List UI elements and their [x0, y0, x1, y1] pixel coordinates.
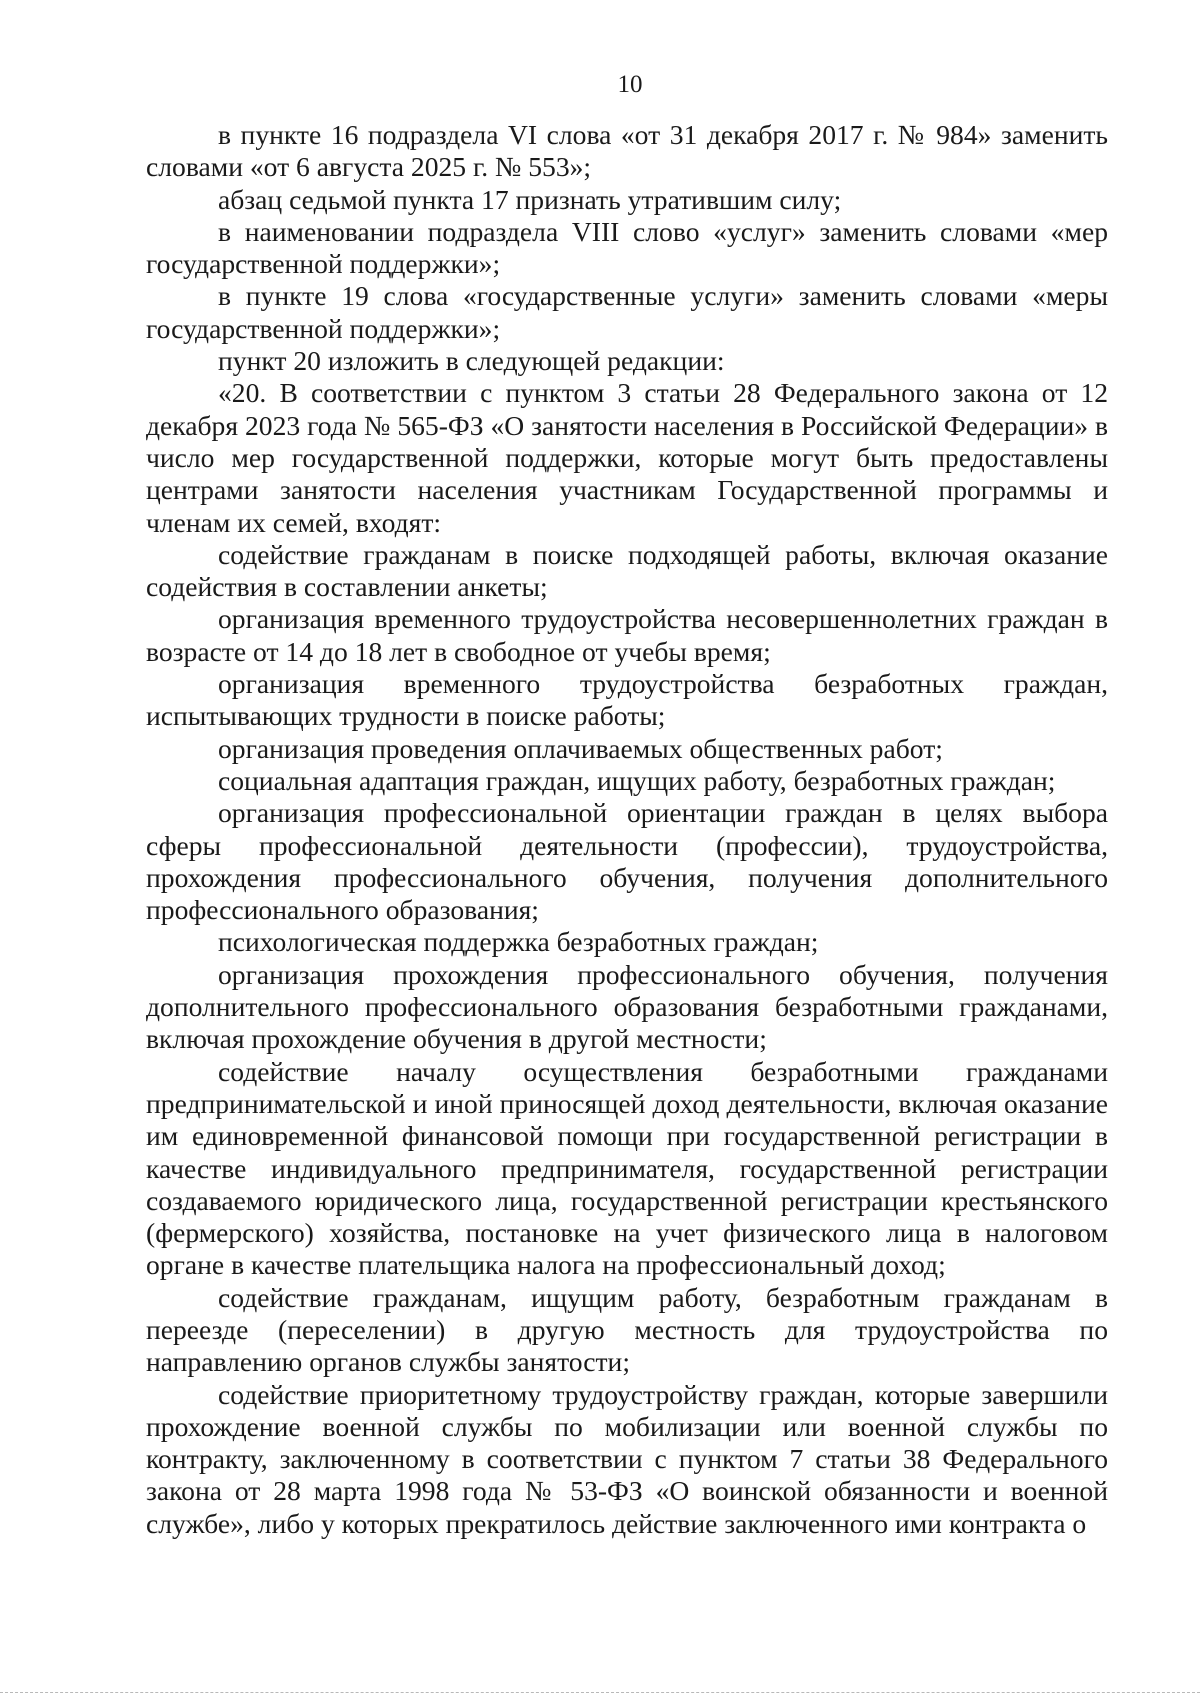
paragraph-9: организация временного трудоустройства безработных граждан, испытывающих трудности в поиске работы; — [146, 668, 1108, 732]
paragraph-17: содействие приоритетному трудоустройству граждан, которые завершили прохождение военной службы по мобилизации или военной службы по контракту, заключенному в соответствии с пунктом 7 статьи 38 Федерального закона от 28 марта 1998 года № 53-ФЗ «О воинской обязанности и военной службе», либо у которых прекратилось действие заключенного ими контракта о — [146, 1378, 1108, 1539]
paragraph-2: абзац седьмой пункта 17 признать утратившим силу; — [218, 183, 842, 215]
paragraph-16: содействие гражданам, ищущим работу, безработным гражданам в переезде (переселении) в другую местность для трудоустройства по направлению органов службы занятости; — [146, 1281, 1108, 1378]
paragraph-4: в пункте 19 слова «государственные услуги» заменить словами «меры государственной поддержки»; — [146, 280, 1108, 344]
paragraph-7: содействие гражданам в поиске подходящей работы, включая оказание содействия в составлении анкеты; — [146, 538, 1108, 603]
paragraph-8: организация временного трудоустройства несовершеннолетних граждан в возрасте от 14 до 18 лет в свободное от учебы время; — [146, 603, 1108, 667]
paragraph-15: содействие началу осуществления безработными гражданами предпринимательской и иной приносящей доход деятельности, включая оказание им единовременной финансовой помощи при государственной регистрации в качестве индивидуального предпринимателя, государственной регистрации создаваемого юридического лица, государственной регистрации крестьянского (фермерского) хозяйства, постановке на учет физического лица в налоговом органе в качестве плательщика налога на профессиональный доход; — [146, 1055, 1108, 1281]
paragraph-12: организация профессиональной ориентации граждан в целях выбора сферы профессиональной деятельности (профессии), трудоустройства, прохождения профессионального обучения, получения дополнительного профессионального образования; — [146, 797, 1108, 926]
document-body — [146, 119, 1108, 1540]
paragraph-13: психологическая поддержка безработных граждан; — [218, 926, 819, 958]
paragraph-6: «20. В соответствии с пунктом 3 статьи 28 Федерального закона от 12 декабря 2023 года № 565-ФЗ «О занятости населения в Российской Федерации» в число мер государственной поддержки, которые могут быть предоставлены центрами занятости населения участникам Государственной программы и членам их семей, входят: — [146, 377, 1108, 538]
paragraph-3: в наименовании подраздела VIII слово «услуг» заменить словами «мер государственной поддержки»; — [146, 215, 1108, 280]
paragraph-14: организация прохождения профессионального обучения, получения дополнительного профессионального образования безработными гражданами, включая прохождение обучения в другой местности; — [146, 958, 1108, 1055]
paragraph-11: социальная адаптация граждан, ищущих работу, безработных граждан; — [218, 764, 1056, 796]
paragraph-10: организация проведения оплачиваемых общественных работ; — [218, 732, 943, 764]
scan-edge-divider — [0, 1692, 1200, 1693]
paragraph-5: пункт 20 изложить в следующей редакции: — [218, 345, 725, 377]
paragraph-1: в пункте 16 подраздела VI слова «от 31 декабря 2017 г. № 984» заменить словами «от 6 августа 2025 г. № 553»; — [146, 119, 1108, 183]
page-number: 10 — [617, 71, 643, 98]
